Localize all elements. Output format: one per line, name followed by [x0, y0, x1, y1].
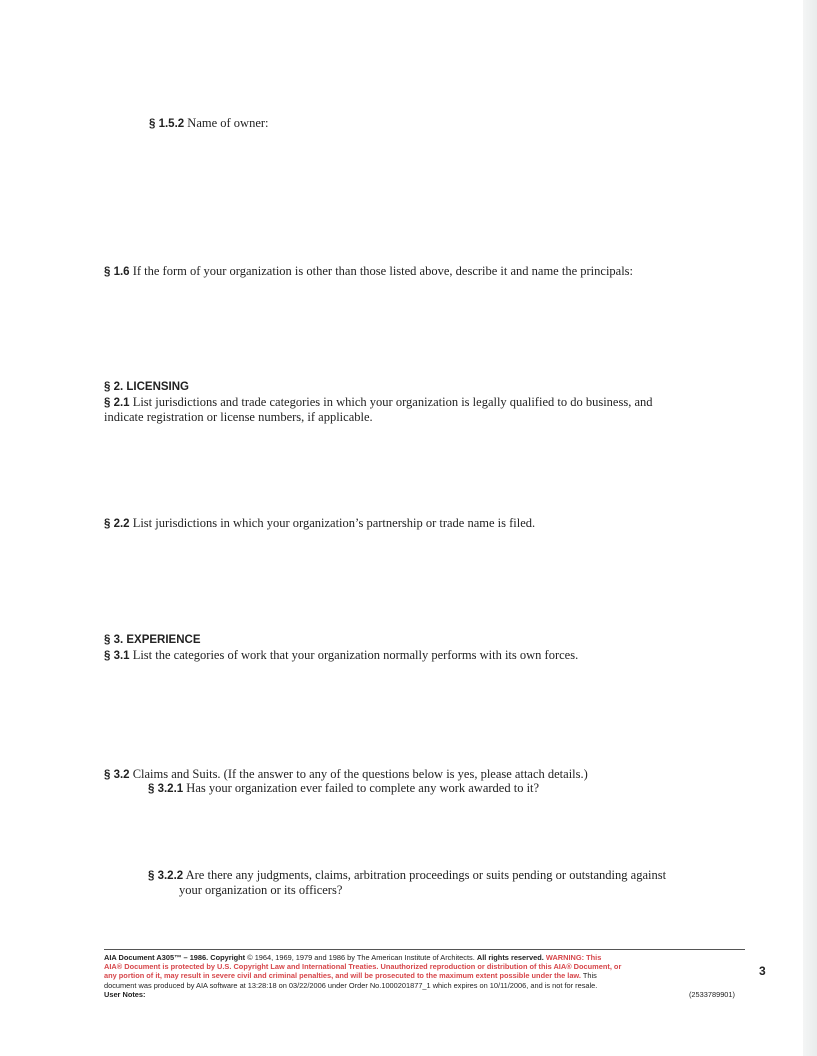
footer-line-4: document was produced by AIA software at 13:28:18 on 03/22/2006 under Order No.1000201877_1 which expires on 10/11/2006, and is not for resale.: [104, 980, 598, 990]
section-text: List jurisdictions and trade categories in which your organization is legally qualified to do business, and: [132, 395, 653, 409]
section-2-1-line2: indicate registration or license numbers, if applicable.: [104, 410, 373, 424]
footer-warning-line-2: AIA® Document is protected by U.S. Copyright Law and International Treaties. Unauthorized reproduction or distribution of this AIA® Document, or: [104, 962, 622, 972]
section-text: If the form of your organization is other than those listed above, describe it and name the principals:: [132, 264, 634, 278]
page-edge-shadow: [803, 0, 817, 1056]
order-code: (2533789901): [688, 989, 735, 999]
section-number: § 3.2.1: [148, 783, 184, 795]
copyright-footer: [104, 949, 745, 999]
section-1-5-2: [149, 116, 269, 132]
section-1-6: [104, 264, 633, 280]
heading-experience: § 3. EXPERIENCE: [104, 634, 201, 646]
section-number: § 3.2.2: [148, 870, 184, 882]
section-number: § 2.2: [104, 518, 130, 530]
section-text: Are there any judgments, claims, arbitration proceedings or suits pending or outstanding against: [185, 868, 667, 882]
section-text: Name of owner:: [187, 116, 269, 130]
section-2-1: [104, 395, 653, 411]
section-number: § 3.2: [104, 769, 130, 781]
footer-line-5: [104, 990, 745, 999]
footer-line-3: any portion of it, may result in severe civil and criminal penalties, and will be prosecuted to the maximum extent possible under the law. This: [104, 971, 597, 981]
section-number: § 1.6: [104, 266, 130, 278]
user-notes-label: User Notes:: [104, 989, 146, 999]
section-text: Has your organization ever failed to complete any work awarded to it?: [186, 781, 540, 795]
section-text: Claims and Suits. (If the answer to any of the questions below is yes, please attach details.): [132, 767, 588, 781]
section-number: § 1.5.2: [149, 118, 185, 130]
section-3-1: [104, 648, 578, 664]
section-3-2-1: [148, 781, 539, 797]
section-number: § 2.1: [104, 397, 130, 409]
heading-licensing: § 2. LICENSING: [104, 381, 189, 393]
footer-line-1: AIA Document A305™ – 1986. Copyright © 1964, 1969, 1979 and 1986 by The American Institute of Architects. All rights reserved. WARNING: This: [104, 953, 602, 962]
section-text: List jurisdictions in which your organization’s partnership or trade name is filed.: [132, 516, 536, 530]
section-number: § 3.1: [104, 650, 130, 662]
section-3-2-2-line2: your organization or its officers?: [179, 883, 343, 897]
page-number: 3: [759, 964, 766, 978]
section-2-2: [104, 516, 535, 532]
section-3-2-2: [148, 868, 666, 884]
section-text: List the categories of work that your organization normally performs with its own forces.: [132, 648, 579, 662]
